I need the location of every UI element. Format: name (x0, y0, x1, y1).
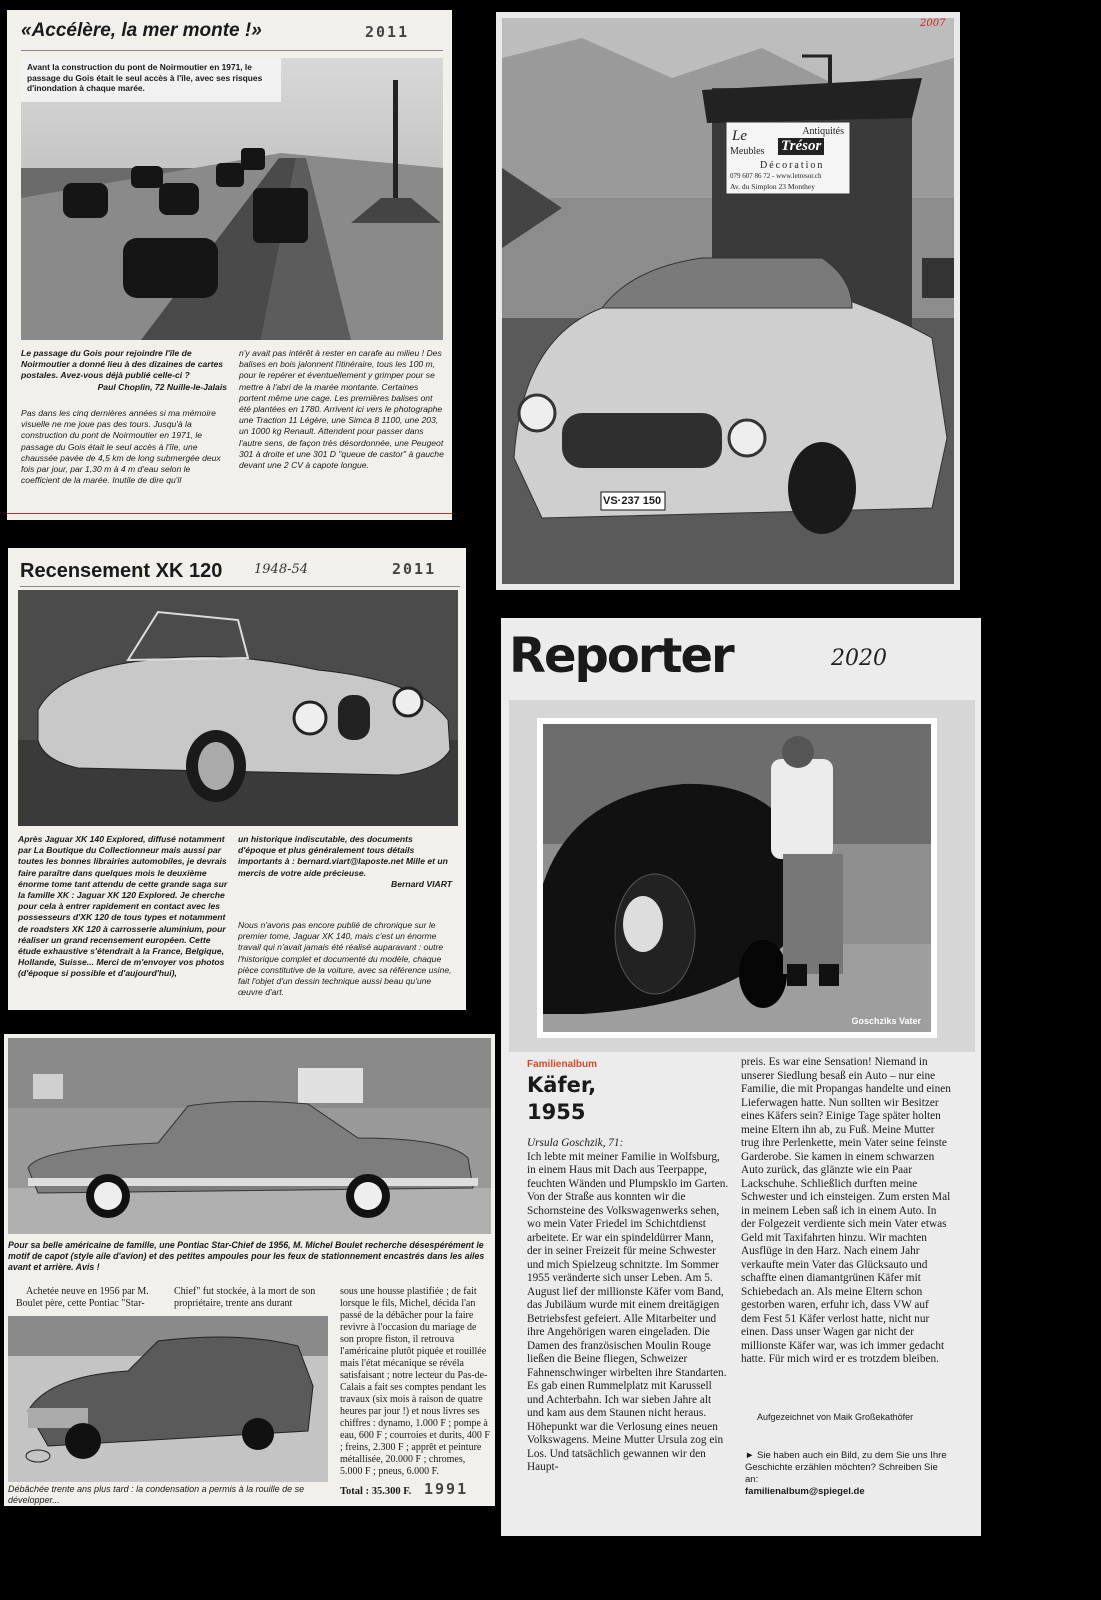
sign-board (726, 122, 850, 194)
body-col-1: Achetée neuve en 1956 par M. Boulet père, cette Pontiac "Star- (16, 1286, 149, 1309)
cta-text: ► Sie haben auch ein Bild, zu dem Sie uns Ihre Geschichte erzählen möchten? Schreiben Sie an: (745, 1450, 947, 1485)
jaguar-xk120-photo (18, 590, 458, 826)
headline: Recensement XK 120 (20, 560, 223, 582)
gois-photo (21, 58, 443, 340)
sign-line-antiques: Antiquités (802, 126, 844, 137)
lead: Le passage du Gois pour rejoindre l'île de Noirmoutier a donné lieu à des dizaines de cartes postales. Avez-vous déjà publié celle-ci ? (21, 348, 224, 381)
photo-caption: Pour sa belle américaine de famille, une Pontiac Star-Chief de 1956, M. Michel Boulet recherche désespérément le motif de capot (style aile d'avion) et des petites ampoules pour les feux de stationnement encastrés dans les ailes avant et arrière. Avis ! (8, 1240, 485, 1272)
clipping-pontiac (4, 1034, 495, 1506)
rusty-photo-caption: Débâchée trente ans plus tard : la condensation a permis à la rouille de se développer... (8, 1484, 305, 1505)
body-left (527, 1137, 729, 1475)
headline: «Accélère, la mer monte !» (21, 20, 262, 41)
kicker: Familienalbum (527, 1059, 598, 1070)
title-line-1: Käfer, (527, 1073, 597, 1097)
clipping-gois (7, 10, 452, 520)
handwritten-years: 1948-54 (254, 562, 309, 577)
body-left: Pas dans les cinq dernières années si ma mémoire visuelle ne me joue pas des tours. Jusqu'à la construction du pont de Noirmoutier en 1971, le passage du Gois était le seul accès à l'île, une chaussée pavée de 4,5 km de long submergée deux fois par jour, par 1,30 m à 4 m d'eau selon le coefficient de la marée. Inutile de dire qu'il (21, 408, 221, 486)
sign-line-le: Le (732, 128, 747, 144)
body-right: n'y avait pas intérêt à rester en carafe au milieu ! Des balises en bois jalonnent l'itinéraire, tous les 100 m, pour le repérer et éventuellement y grimper pour se mettre à l'abri de la marée montante. Certaines portent même une cage. Les premières balises ont été plantées en 1780. Arrivent ici vers le photographe une Traction 11 Légère, une Simca 8 1100, une 203, un 1000 kg Renault. Attendent pour passer dans l'autre sens, de façon très désordonnée, une Peugeot 301 à droite et une 301 D "queue de castor" à gauche devant une 2 CV à capote longue. (239, 348, 444, 471)
handwritten-year: 2020 (831, 646, 887, 671)
sign-line-phone: 079 607 86 72 - www.letresor.ch (730, 172, 822, 180)
title (527, 1072, 596, 1126)
clipping-reporter-kaefer (501, 618, 981, 1536)
year-stamp: 1991 (424, 1480, 469, 1498)
body-right: Nous n'avons pas encore publié de chronique sur le premier tome, Jaguar XK 140, mais c'est un énorme travail qui n'avait jamais été réalisé auparavant : outre l'historique complet et documenté du modèle, chaque pièce constitutive de la voiture, avec sa référence usine, fait l'objet d'un dessin technique aussi beau qu'une œuvre d'art. (238, 920, 452, 998)
total: Total : 35.300 F. (340, 1486, 412, 1497)
body-col-2: Chief" fut stockée, à la mort de son propriétaire, trente ans durant (174, 1286, 316, 1309)
photo-caption: Avant la construction du pont de Noirmoutier en 1971, le passage du Gois était le seul accès à l'île, avec ses risques d'inondation à chaque marée. (27, 62, 263, 93)
masthead: Reporter (509, 628, 733, 684)
body-right-bold-text: un historique indiscutable, des documents d'époque et plus généralement tous détails importants à : bernard.viart@laposte.net Mille et un mercis de votre aide précieuse. (238, 834, 448, 878)
body-left: Après Jaguar XK 140 Explored, diffusé notamment par La Boutique du Collectionneur mais aussi par toutes les bonnes librairies automobiles, je devrais faire paraître dans quelques mois le deuxième énorme tome tant attendu de cette grande saga sur la famille XK : Jaguar XK 120 Explored. Je cherche pour cela à entrer rapidement en contact avec les possesseurs d'XK 120 de tous types et notamment de roadsters XK 120 à carrosserie aluminium, pour réaliser un grand recensement européen. Cette étude exhaustive s'étendrait à la France, Belgique, Hollande, Suisse... Merci de m'envoyer vos photos (d'époque si possible et d'aujourd'hui), (18, 834, 228, 979)
author: Paul Choplin, 72 Nuille-le-Jalais (97, 381, 227, 392)
sign-line-tresor: Trésor (778, 138, 824, 155)
beetle-photo (537, 718, 937, 1038)
lead-text (21, 348, 227, 393)
sign-line-meubles: Meubles (730, 146, 765, 157)
email-link[interactable]: familienalbum@spiegel.de (745, 1486, 865, 1497)
photo-credit: Goschziks Vater (851, 1016, 921, 1026)
body-col-3: sous une housse plastifiée ; de fait lorsque le fils, Michel, décida l'an passé de la débâcher pour la faire revivre à l'occasion du mariage de son propre fiston, il retrouva l'américaine plutôt piquée et rouillée mais l'état mécanique se révéla satisfaisant ; notre lecteur du Pas-de-Calais a fait ses comptes pendant les travaux (six mois à raison de quatre heures par jour !) et nous livres ses chiffres : dynamo, 1.000 F ; pompe à eau, 600 F ; courroies et durits, 400 F ; freins, 2.300 F ; apprêt et peinture métallisée, 20.000 F ; chromes, 5.000 F ; pneus, 6.000 F. (340, 1286, 490, 1477)
sign-line-address: Av. du Simplon 23 Monthey (730, 182, 816, 191)
call-to-action (745, 1450, 949, 1498)
clipping-xk120 (8, 548, 466, 1010)
year-stamp: 2011 (365, 23, 410, 41)
body-right: preis. Es war eine Sensation! Niemand in unserer Siedlung besaß ein Auto – nur eine Familie, die mit Propangas handelte und einen Lieferwagen hatte. Nun sollten wir Besitzer eines Käfers sein? Einige Tage später holten meine Eltern ihn ab, zu Fuß. Meine Mutter trug ihre Perlenkette, mein Vater seine feinste Garderobe. Sie kamen in einem schwarzen Auto zurück, das glänzte wie ein Paar Lackschuhe. Schließlich durften meine Schwester und ich einsteigen. Zum ersten Mal in meinem Leben saß ich in einem Auto. In der Folgezeit verdiente sich mein Vater etwas Geld mit Taxifahrten hinzu. Wir machten Ausflüge in den Harz. Nach einem Jahr verkaufte mein Vater das Glücksauto und schaffte einen diamantgrünen Käfer mit Schiebedach an. Als meine Eltern schon gestorben waren, erfuhr ich, dass VW auf dem Fest 51 Käfer verlost hatte, nicht nur einen. Dass unser Wagen gar nicht der millionste Käfer war, was ich immer gedacht hatte. Für mich wird er es trotzdem bleiben. (741, 1056, 951, 1365)
year-stamp: 2011 (392, 560, 437, 578)
byline: Ursula Goschzik, 71: (527, 1137, 624, 1149)
handwritten-year: 2007 (920, 18, 946, 29)
pontiac-photo (8, 1038, 491, 1234)
pontiac-rusty-photo (8, 1316, 328, 1482)
recorded-by: Aufgezeichnet von Maik Großekathöfer (757, 1412, 914, 1422)
sign-line-decoration: Décoration (760, 160, 825, 171)
body-right-bold (238, 834, 452, 890)
peugeot-pickup-photo (502, 18, 954, 584)
license-plate: VS·237 150 (603, 495, 662, 507)
body-left-text: Ich lebte mit meiner Familie in Wolfsburg, in einem Haus mit Dach aus Teerpappe, feuchten Wänden und Plumpsklo im Garten. Von der Straße aus konnten wir die Schornsteine des Volkswagenwerks sehen, wo mein Vater Friedel im Schichtdienst arbeitete. Er war ein spindeldürrer Mann, der in seiner Freizeit für meine Schwester und mich Spielzeug schnitzte. Im Sommer 1955 veränderte sich unser Leben. Am 5. August lief der millionste Käfer vom Band, das Jubiläum wurde mit einem dreitägigen Betriebsfest gefeiert. Alle Mitarbeiter und ihre Angehörigen waren eingeladen. Die Damen des französischen Moulin Rouge ließen die Beine fliegen, Schweizer Fahnenschwinger wirbelten ihre Standarten. Es gab einen Rummelplatz mit Karussell und Achterbahn. Ich war sieben Jahre alt und kam aus dem Staunen nicht heraus. Höhepunkt war die Verlosung eines neuen Volkswagens. Meine Mutter Ursula zog ein Los. Und tatsächlich gewannen wir den Haupt- (527, 1150, 729, 1473)
title-line-2: 1955 (527, 1100, 586, 1124)
author: Bernard VIART (391, 878, 452, 889)
clipping-peugeot-photo (496, 12, 960, 590)
